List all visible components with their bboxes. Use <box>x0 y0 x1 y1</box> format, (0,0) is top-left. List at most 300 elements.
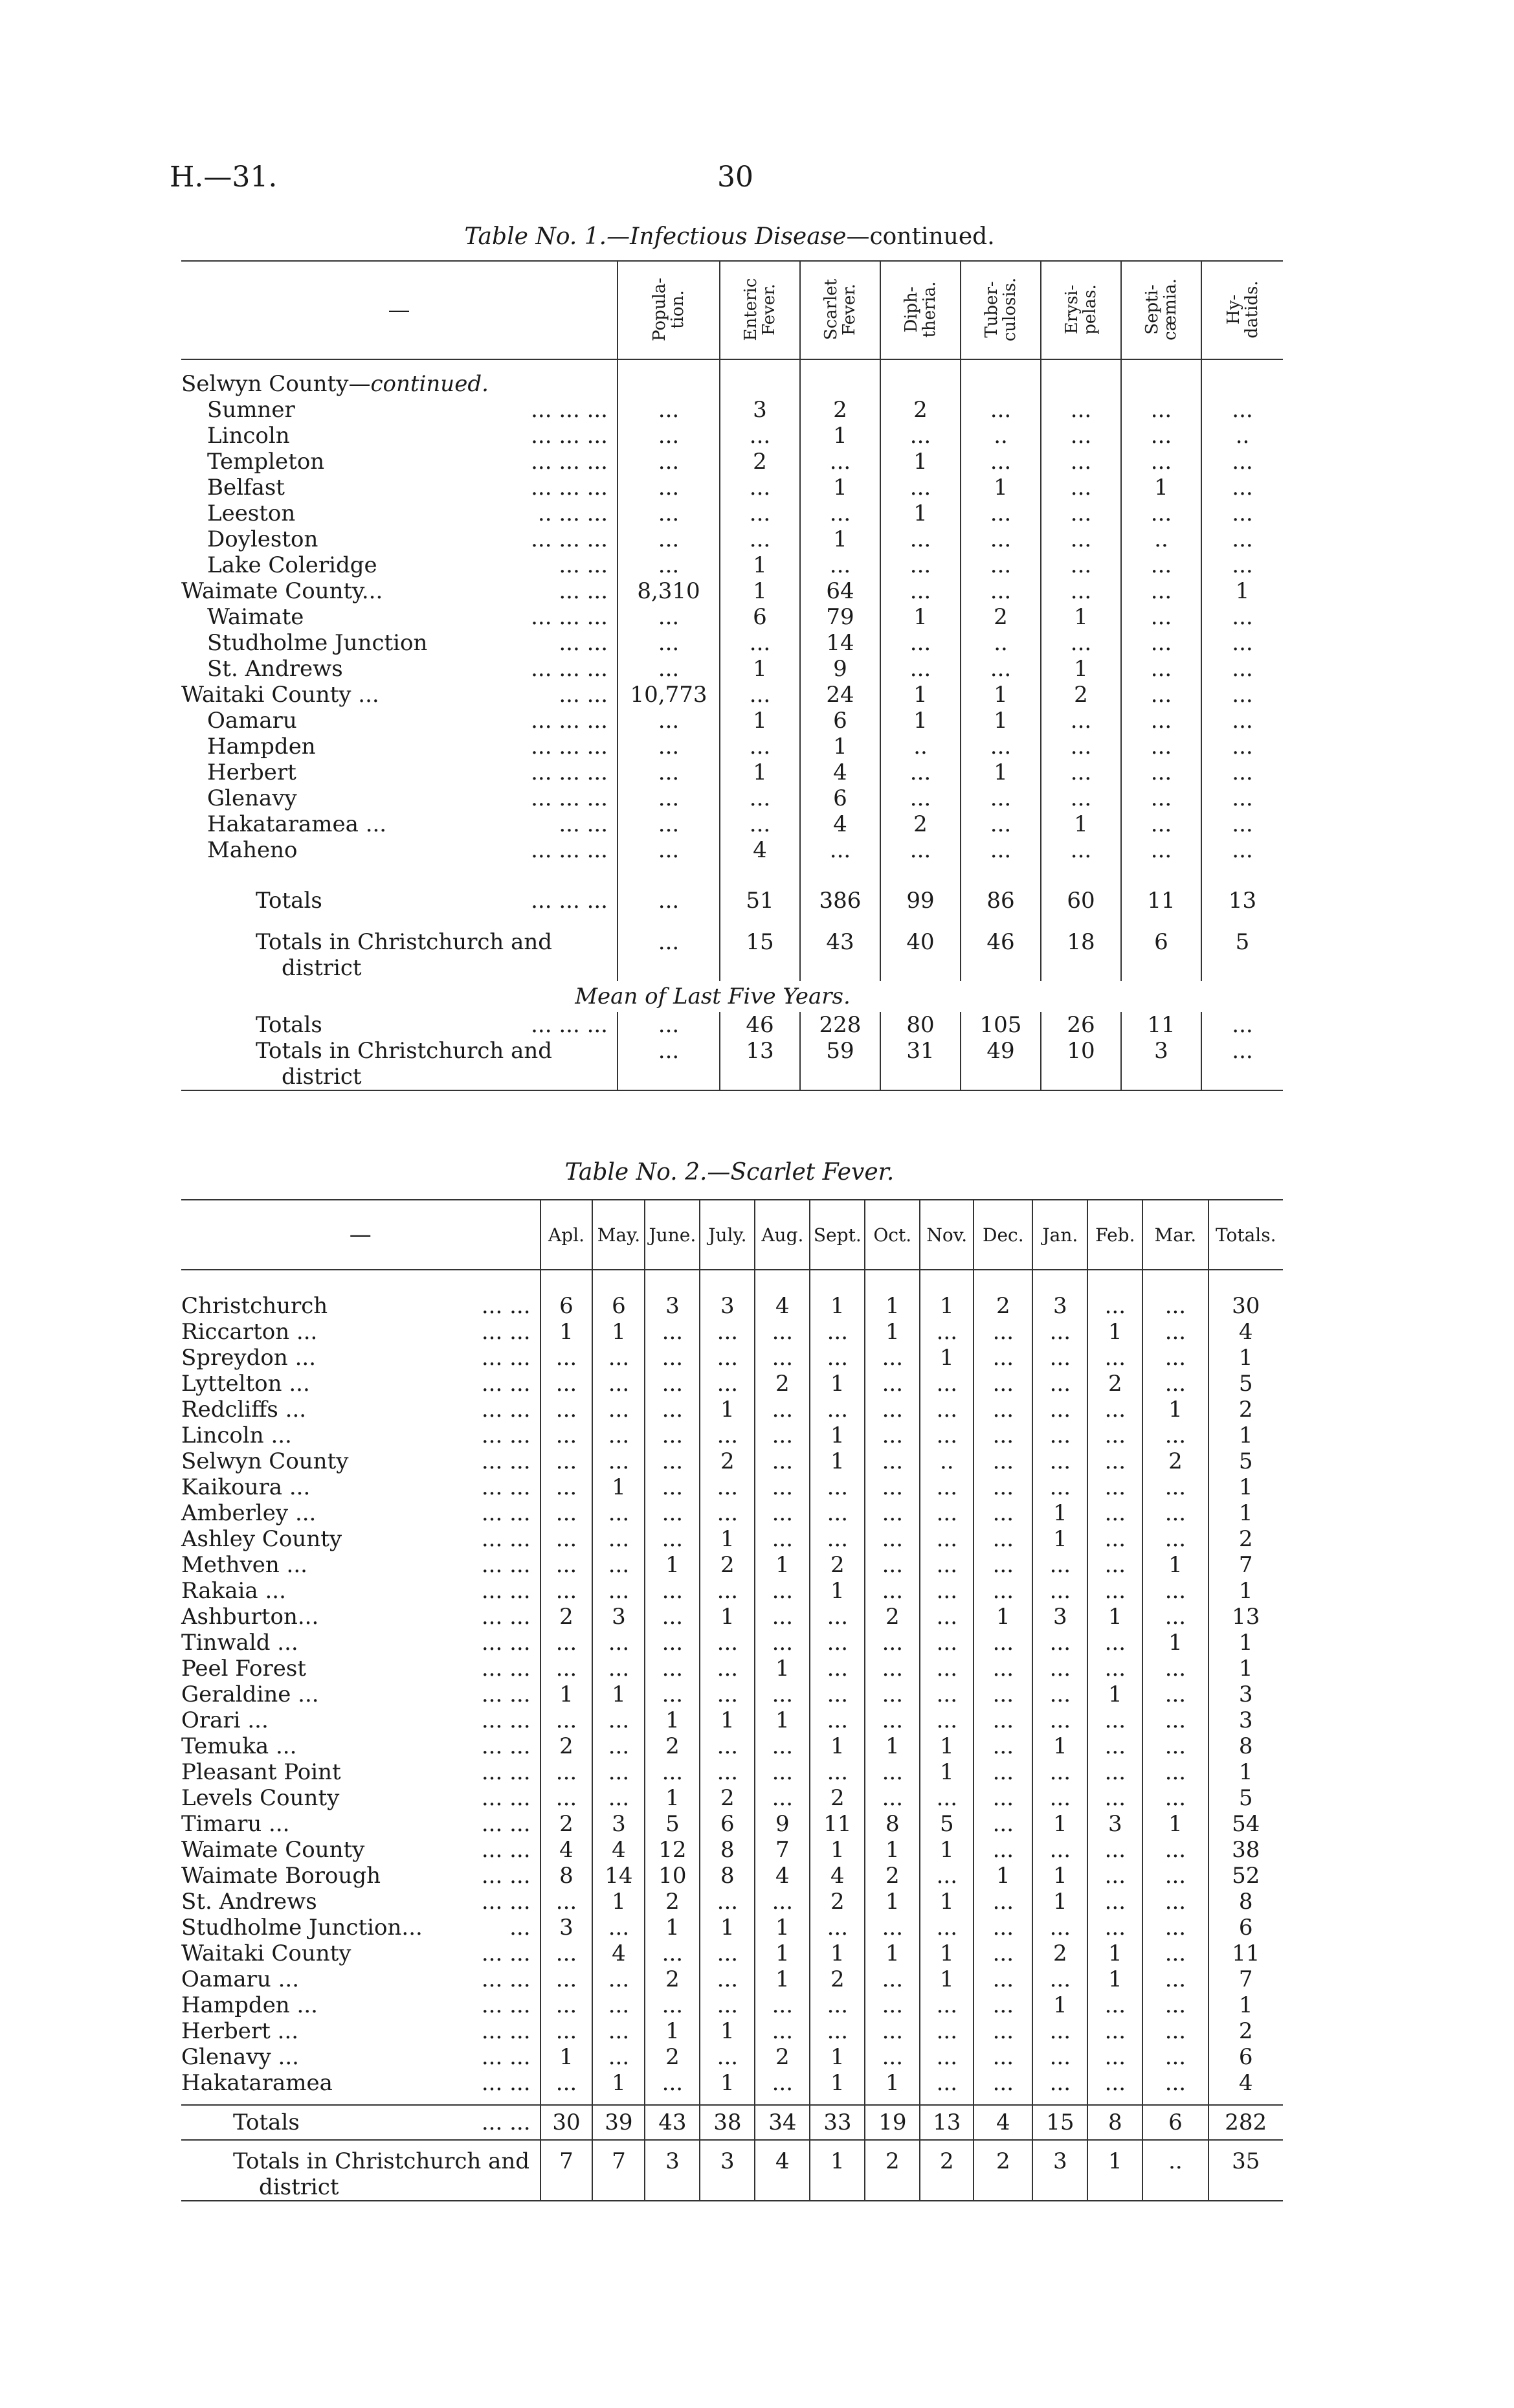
value-cell: ... <box>974 1656 1032 1682</box>
value-cell: ... <box>618 708 720 734</box>
row-name: St. Andrews <box>181 1889 317 1915</box>
value-cell: 46 <box>961 929 1041 981</box>
table2-title: Table No. 2.—Scarlet Fever. <box>564 1159 895 1186</box>
value-cell: 4 <box>592 1837 645 1863</box>
value-cell: 1 <box>865 1293 920 1319</box>
value-cell: 3 <box>1087 1811 1142 1837</box>
value-cell: 105 <box>961 1012 1041 1038</box>
value-cell: 38 <box>1208 1837 1284 1863</box>
value-cell: ... <box>1041 760 1121 785</box>
totals-row <box>181 2105 1283 2140</box>
value-cell: ... <box>540 1889 593 1915</box>
value-cell: 3 <box>645 2140 700 2201</box>
value-cell: 1 <box>592 1474 645 1500</box>
empty-cell <box>800 863 880 885</box>
column-header-label: Erysi- pelas. <box>1062 284 1100 335</box>
value-cell: ... <box>1087 2044 1142 2070</box>
value-cell: 11 <box>1208 1941 1284 1966</box>
value-cell: 2 <box>700 1448 755 1474</box>
value-cell: ... <box>755 1500 810 1526</box>
value-cell: 7 <box>540 2140 593 2201</box>
value-cell: 2 <box>700 1552 755 1578</box>
value-cell: ... <box>645 1448 700 1474</box>
value-cell: ... <box>618 811 720 837</box>
row-label <box>181 449 618 475</box>
row-label <box>181 811 618 837</box>
leader-dots: ... ... ... <box>531 526 608 552</box>
value-cell: 2 <box>1208 1397 1284 1423</box>
row-name: Rakaia ... <box>181 1578 286 1604</box>
value-cell: ... <box>618 526 720 552</box>
value-cell: 2 <box>800 397 880 423</box>
value-cell: ... <box>1121 837 1201 863</box>
value-cell: ... <box>920 1785 974 1811</box>
row-label <box>181 1630 540 1656</box>
value-cell: ... <box>810 1992 865 2018</box>
row-label <box>181 1966 540 1992</box>
row-name: Waimate Borough <box>181 1863 381 1889</box>
value-cell: 8 <box>700 1837 755 1863</box>
value-cell: 2 <box>810 1889 865 1915</box>
value-cell: ... <box>1121 449 1201 475</box>
value-cell: 59 <box>800 1038 880 1090</box>
value-cell: 60 <box>1041 885 1121 916</box>
value-cell: 1 <box>865 2070 920 2096</box>
value-cell: ... <box>592 1785 645 1811</box>
column-header-label: Tuber- culosis. <box>982 277 1019 341</box>
value-cell: ... <box>540 1941 593 1966</box>
infectious-disease-table <box>181 260 1283 1091</box>
value-cell: 1 <box>800 423 880 449</box>
value-cell: 1 <box>755 1707 810 1733</box>
value-cell: 1 <box>720 708 800 734</box>
value-cell: ... <box>1142 2044 1208 2070</box>
row-label <box>181 2044 540 2070</box>
leader-dots: ... ... <box>481 1682 531 1707</box>
value-cell: ... <box>865 1552 920 1578</box>
empty-cell <box>920 1270 974 1293</box>
value-cell: 1 <box>920 1889 974 1915</box>
value-cell: ... <box>865 1448 920 1474</box>
header-dash: — <box>181 261 618 359</box>
value-cell: ... <box>540 1397 593 1423</box>
value-cell: 2 <box>720 449 800 475</box>
row-name: Studholme Junction... <box>181 1915 423 1941</box>
rule-row <box>181 2096 1283 2105</box>
table-row <box>181 501 1283 526</box>
value-cell: 7 <box>592 2140 645 2201</box>
table-row <box>181 1371 1283 1397</box>
row-label <box>181 578 618 604</box>
value-cell: ... <box>865 1966 920 1992</box>
column-header <box>800 261 880 359</box>
row-name: Spreydon ... <box>181 1345 317 1371</box>
value-cell: 5 <box>1201 929 1283 981</box>
value-cell: 1 <box>920 1941 974 1966</box>
row-name: Redcliffs ... <box>181 1397 307 1423</box>
empty-cell <box>800 359 880 397</box>
value-cell: ... <box>592 1759 645 1785</box>
value-cell: 1 <box>1121 475 1201 501</box>
value-cell: ... <box>961 526 1041 552</box>
value-cell: 1 <box>810 1448 865 1474</box>
value-cell: ... <box>755 1578 810 1604</box>
value-cell: ... <box>755 1682 810 1707</box>
value-cell: 1 <box>700 1397 755 1423</box>
value-cell: ... <box>645 1474 700 1500</box>
value-cell: ... <box>920 1474 974 1500</box>
value-cell: 13 <box>1208 1604 1284 1630</box>
value-cell: 1 <box>810 1371 865 1397</box>
value-cell: 1 <box>592 1889 645 1915</box>
row-label <box>181 1863 540 1889</box>
empty-cell <box>1208 1270 1284 1293</box>
value-cell: ... <box>618 785 720 811</box>
table-row <box>181 2070 1283 2096</box>
value-cell: ... <box>645 1397 700 1423</box>
value-cell: ... <box>592 1371 645 1397</box>
value-cell: 1 <box>1087 1941 1142 1966</box>
value-cell: 1 <box>920 1966 974 1992</box>
value-cell: ... <box>810 1682 865 1707</box>
value-cell: ... <box>974 1500 1032 1526</box>
spacer-row <box>181 916 1283 929</box>
leader-dots: ... ... <box>559 578 608 604</box>
value-cell: ... <box>540 1966 593 1992</box>
empty-cell <box>1142 1270 1208 1293</box>
value-cell: 2 <box>755 2044 810 2070</box>
value-cell: ... <box>1201 811 1283 837</box>
row-name: Waimate County... <box>181 578 383 604</box>
empty-cell <box>865 1270 920 1293</box>
value-cell: 1 <box>1032 1811 1087 1837</box>
value-cell: ... <box>1032 1707 1087 1733</box>
value-cell: ... <box>974 1371 1032 1397</box>
value-cell: 1 <box>974 1863 1032 1889</box>
value-cell: 1 <box>1087 1604 1142 1630</box>
row-name: Lyttelton ... <box>181 1371 310 1397</box>
value-cell: 2 <box>810 1552 865 1578</box>
value-cell: ... <box>618 397 720 423</box>
column-header: Oct. <box>865 1200 920 1270</box>
value-cell: ... <box>974 1682 1032 1707</box>
row-name: Waitaki County ... <box>181 682 379 708</box>
value-cell: ... <box>810 1656 865 1682</box>
value-cell: ... <box>720 501 800 526</box>
value-cell: ... <box>1041 475 1121 501</box>
section-name: Selwyn County— <box>181 371 371 397</box>
value-cell: ... <box>1142 1915 1208 1941</box>
value-cell: ... <box>1087 1656 1142 1682</box>
value-cell: ... <box>592 1733 645 1759</box>
value-cell: ... <box>645 1656 700 1682</box>
leader-dots: ... ... <box>481 1837 531 1863</box>
value-cell: 1 <box>880 682 961 708</box>
leader-dots: ... ... <box>481 2018 531 2044</box>
totals-christchurch-row <box>181 929 1283 981</box>
value-cell: 1 <box>1208 1345 1284 1371</box>
value-cell: 1 <box>865 1837 920 1863</box>
column-header: June. <box>645 1200 700 1270</box>
value-cell: ... <box>1201 449 1283 475</box>
value-cell: ... <box>865 1707 920 1733</box>
table-row <box>181 1707 1283 1733</box>
value-cell: ... <box>618 630 720 656</box>
mean-christchurch-label <box>181 1038 618 1090</box>
value-cell: 5 <box>1208 1448 1284 1474</box>
row-label <box>181 1345 540 1371</box>
value-cell: ... <box>865 1682 920 1707</box>
value-cell: ... <box>1041 552 1121 578</box>
value-cell: ... <box>1032 1371 1087 1397</box>
value-cell: ... <box>755 1397 810 1423</box>
table-row <box>181 2044 1283 2070</box>
table-row <box>181 1578 1283 1604</box>
value-cell: 8,310 <box>618 578 720 604</box>
row-name: Oamaru ... <box>181 1966 300 1992</box>
row-label <box>181 1552 540 1578</box>
leader-dots: ... ... <box>481 1992 531 2018</box>
value-cell: ... <box>865 1345 920 1371</box>
value-cell: 1 <box>810 1941 865 1966</box>
value-cell: ... <box>865 1500 920 1526</box>
value-cell: 5 <box>1208 1371 1284 1397</box>
table-row <box>181 837 1283 863</box>
value-cell: 1 <box>865 1889 920 1915</box>
value-cell: ... <box>1142 1941 1208 1966</box>
value-cell: 1 <box>880 604 961 630</box>
value-cell: ... <box>920 1630 974 1656</box>
value-cell: ... <box>1121 656 1201 682</box>
value-cell: 2 <box>865 1604 920 1630</box>
leader-dots: ... ... <box>481 1733 531 1759</box>
scarlet-fever-table <box>181 1199 1283 2201</box>
row-name: Hampden <box>207 734 316 760</box>
value-cell: ... <box>1032 1578 1087 1604</box>
empty-cell <box>181 2096 540 2105</box>
leader-dots: ... ... ... <box>531 760 608 785</box>
table-row <box>181 1526 1283 1552</box>
row-name: Ashley County <box>181 1526 342 1552</box>
row-name: Templeton <box>207 449 325 475</box>
value-cell: ... <box>540 1526 593 1552</box>
value-cell: ... <box>1087 1293 1142 1319</box>
leader-dots: ... ... ... <box>531 656 608 682</box>
empty-cell <box>880 863 961 885</box>
table-row <box>181 1293 1283 1319</box>
value-cell: ... <box>592 1915 645 1941</box>
value-cell: 1 <box>961 682 1041 708</box>
column-header <box>1041 261 1121 359</box>
value-cell: ... <box>974 1759 1032 1785</box>
value-cell: ... <box>1087 1397 1142 1423</box>
empty-cell <box>755 1270 810 1293</box>
value-cell: ... <box>700 1474 755 1500</box>
value-cell: ... <box>961 397 1041 423</box>
row-name: Totals <box>256 888 322 914</box>
value-cell: ... <box>540 1500 593 1526</box>
value-cell: 1 <box>755 1915 810 1941</box>
row-name: Amberley ... <box>181 1500 317 1526</box>
value-cell: ... <box>755 2070 810 2096</box>
value-cell: 1 <box>755 1656 810 1682</box>
leader-dots: ... ... ... <box>531 888 608 914</box>
row-label <box>181 1448 540 1474</box>
value-cell: ... <box>1142 1293 1208 1319</box>
empty-cell <box>540 2096 593 2105</box>
value-cell: ... <box>592 1345 645 1371</box>
value-cell: ... <box>540 1992 593 2018</box>
empty-cell <box>1032 1270 1087 1293</box>
value-cell: ... <box>961 734 1041 760</box>
row-name: Studholme Junction <box>207 630 428 656</box>
value-cell: ... <box>974 2018 1032 2044</box>
empty-cell <box>880 916 961 929</box>
value-cell: ... <box>880 578 961 604</box>
value-cell: 64 <box>800 578 880 604</box>
leader-dots: ... ... <box>481 1966 531 1992</box>
value-cell: 5 <box>645 1811 700 1837</box>
value-cell: 1 <box>700 2070 755 2096</box>
row-name: Totals <box>233 2110 300 2135</box>
leader-dots: ... ... <box>481 2070 531 2096</box>
table-row <box>181 1811 1283 1837</box>
value-cell: ... <box>1201 1038 1283 1090</box>
value-cell: 80 <box>880 1012 961 1038</box>
value-cell: 1 <box>1208 1423 1284 1448</box>
value-cell: 1 <box>1208 1474 1284 1500</box>
row-name-cont: district <box>282 955 362 981</box>
value-cell: ... <box>645 1578 700 1604</box>
value-cell: ... <box>618 423 720 449</box>
value-cell: 1 <box>540 1319 593 1345</box>
value-cell: ... <box>645 1345 700 1371</box>
value-cell: ... <box>755 1785 810 1811</box>
value-cell: ... <box>974 1966 1032 1992</box>
value-cell: ... <box>1201 1012 1283 1038</box>
value-cell: ... <box>1087 2070 1142 2096</box>
value-cell: ... <box>1142 1863 1208 1889</box>
table-row <box>181 1966 1283 1992</box>
value-cell: 6 <box>1121 929 1201 981</box>
row-name: Waitaki County <box>181 1941 351 1966</box>
row-label <box>181 604 618 630</box>
value-cell: 1 <box>645 2018 700 2044</box>
value-cell: 43 <box>645 2105 700 2140</box>
value-cell: ... <box>961 449 1041 475</box>
value-cell: ... <box>1087 1759 1142 1785</box>
value-cell: ... <box>618 552 720 578</box>
table-row <box>181 2018 1283 2044</box>
totals-label <box>181 885 618 916</box>
value-cell: ... <box>974 1941 1032 1966</box>
value-cell: 1 <box>1208 1578 1284 1604</box>
value-cell: ... <box>974 1423 1032 1448</box>
value-cell: ... <box>974 1397 1032 1423</box>
value-cell: ... <box>880 423 961 449</box>
value-cell: ... <box>1041 449 1121 475</box>
row-label <box>181 397 618 423</box>
value-cell: ... <box>1201 760 1283 785</box>
value-cell: ... <box>880 656 961 682</box>
value-cell: 11 <box>810 1811 865 1837</box>
row-name: Glenavy ... <box>181 2044 299 2070</box>
value-cell: ... <box>1142 1707 1208 1733</box>
value-cell: 31 <box>880 1038 961 1090</box>
value-cell: ... <box>592 1630 645 1656</box>
value-cell: 1 <box>540 1682 593 1707</box>
value-cell: ... <box>700 1941 755 1966</box>
value-cell: 1 <box>1032 1863 1087 1889</box>
value-cell: 1 <box>880 708 961 734</box>
leader-dots: ... ... ... <box>531 734 608 760</box>
value-cell: 1 <box>700 1915 755 1941</box>
value-cell: ... <box>645 2070 700 2096</box>
value-cell: ... <box>800 449 880 475</box>
leader-dots: ... ... <box>481 1630 531 1656</box>
table-row <box>181 656 1283 682</box>
row-label <box>181 2018 540 2044</box>
value-cell: 2 <box>1208 1526 1284 1552</box>
value-cell: ... <box>974 1630 1032 1656</box>
value-cell: 4 <box>800 760 880 785</box>
value-cell: ... <box>720 526 800 552</box>
value-cell: 4 <box>974 2105 1032 2140</box>
row-name: Doyleston <box>207 526 318 552</box>
column-header-label: Hy- datids. <box>1223 280 1262 339</box>
empty-cell <box>1121 863 1201 885</box>
row-name: Geraldine ... <box>181 1682 319 1707</box>
row-label <box>181 1682 540 1707</box>
value-cell: 19 <box>865 2105 920 2140</box>
value-cell: 8 <box>540 1863 593 1889</box>
value-cell: ... <box>1201 501 1283 526</box>
value-cell: ... <box>1142 1345 1208 1371</box>
row-name: Hakataramea <box>181 2070 333 2096</box>
value-cell: 7 <box>1208 1966 1284 1992</box>
value-cell: 1 <box>540 2044 593 2070</box>
value-cell: ... <box>645 1319 700 1345</box>
leader-dots: ... ... <box>559 811 608 837</box>
value-cell: ... <box>1032 1552 1087 1578</box>
row-label <box>181 1785 540 1811</box>
value-cell: ... <box>1041 578 1121 604</box>
value-cell: ... <box>755 1526 810 1552</box>
value-cell: 2 <box>700 1785 755 1811</box>
value-cell: 1 <box>1208 1656 1284 1682</box>
value-cell: ... <box>920 1371 974 1397</box>
value-cell: ... <box>540 1345 593 1371</box>
header-dash: — <box>181 1200 540 1270</box>
value-cell: 2 <box>961 604 1041 630</box>
value-cell: ... <box>700 1578 755 1604</box>
empty-cell <box>645 1270 700 1293</box>
value-cell: 12 <box>645 1837 700 1863</box>
value-cell: ... <box>1041 526 1121 552</box>
value-cell: ... <box>1087 1345 1142 1371</box>
value-cell: ... <box>1121 630 1201 656</box>
value-cell: ... <box>592 2044 645 2070</box>
empty-cell <box>1121 916 1201 929</box>
mean-title-row <box>181 981 1283 1012</box>
row-label <box>181 552 618 578</box>
row-name: St. Andrews <box>207 656 343 682</box>
value-cell: 2 <box>645 1733 700 1759</box>
section-label <box>181 359 618 397</box>
value-cell: 3 <box>1208 1682 1284 1707</box>
mean-totals-label <box>181 1012 618 1038</box>
value-cell: ... <box>974 1578 1032 1604</box>
